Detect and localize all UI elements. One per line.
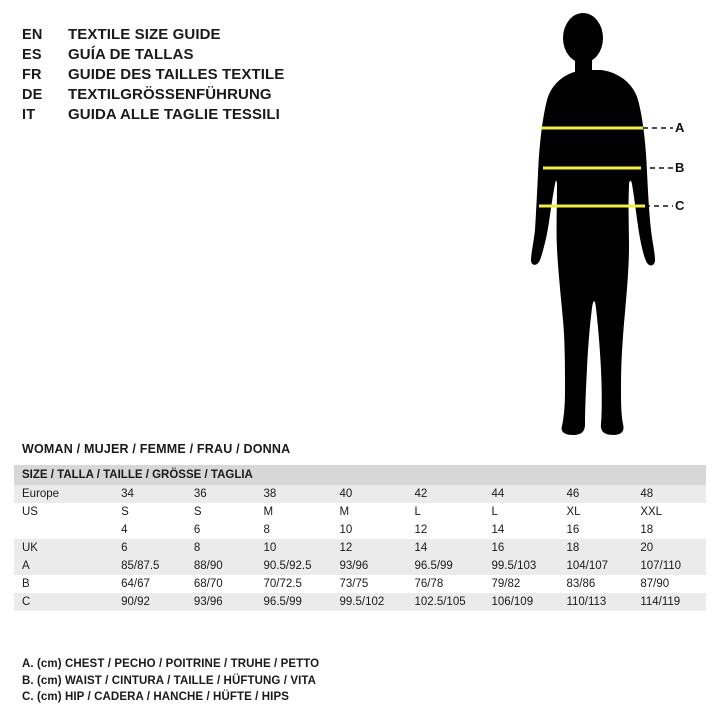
row-label-b: B (14, 575, 113, 593)
measurement-notes (22, 656, 319, 706)
cell: 18 (558, 539, 632, 557)
table-row (14, 485, 706, 503)
language-code-fr: FR (22, 67, 42, 83)
cell: 8 (186, 539, 256, 557)
cell: 16 (558, 521, 632, 539)
cell: 96.5/99 (256, 593, 332, 611)
marker-label-b: B (675, 160, 685, 175)
table-row (14, 557, 706, 575)
cell: M (332, 503, 407, 521)
cell: 40 (332, 485, 407, 503)
cell: L (406, 503, 483, 521)
cell: 6 (113, 539, 186, 557)
cell: 34 (113, 485, 186, 503)
cell: 46 (558, 485, 632, 503)
table-row (14, 575, 706, 593)
cell: 90/92 (113, 593, 186, 611)
size-table-header-cell: SIZE / TALLA / TAILLE / GRÖSSE / TAGLIA (14, 465, 706, 485)
cell: XXL (632, 503, 706, 521)
row-label-europe: Europe (14, 485, 113, 503)
cell: 18 (632, 521, 706, 539)
table-row (14, 593, 706, 611)
cell: 73/75 (332, 575, 407, 593)
cell: 99.5/103 (484, 557, 559, 575)
language-code-es: ES (22, 47, 42, 63)
cell: 93/96 (332, 557, 407, 575)
row-label-uk: UK (14, 539, 113, 557)
marker-label-c: C (675, 198, 685, 213)
cell: 102.5/105 (406, 593, 483, 611)
cell: 6 (186, 521, 256, 539)
cell: 87/90 (632, 575, 706, 593)
cell: 48 (632, 485, 706, 503)
table-row (14, 503, 706, 521)
note-chest: A. (cm) CHEST / PECHO / POITRINE / TRUHE / PETTO (22, 658, 320, 670)
cell: 64/67 (113, 575, 186, 593)
language-code-it: IT (22, 107, 36, 123)
cell: 44 (484, 485, 559, 503)
cell: 14 (406, 539, 483, 557)
cell: 36 (186, 485, 256, 503)
language-code-de: DE (22, 87, 43, 103)
cell: 38 (256, 485, 332, 503)
row-label-c: C (14, 593, 113, 611)
cell: 42 (406, 485, 483, 503)
row-label-us: US (14, 503, 113, 521)
note-hip: C. (cm) HIP / CADERA / HANCHE / HÜFTE / HIPS (22, 691, 290, 703)
cell: XL (558, 503, 632, 521)
cell: 76/78 (406, 575, 483, 593)
title-text-fr: GUIDE DES TAILLES TEXTILE (68, 66, 285, 83)
title-text-it: GUIDA ALLE TAGLIE TESSILI (68, 106, 280, 123)
title-row-de (22, 86, 502, 103)
cell: L (484, 503, 559, 521)
body-figure (495, 8, 715, 438)
title-row-en (22, 26, 502, 43)
cell: S (113, 503, 186, 521)
cell: S (186, 503, 256, 521)
cell: 4 (113, 521, 186, 539)
title-row-es (22, 46, 502, 63)
cell: 68/70 (186, 575, 256, 593)
row-label-a: A (14, 557, 113, 575)
cell: 12 (406, 521, 483, 539)
cell: 83/86 (558, 575, 632, 593)
table-row (14, 521, 706, 539)
female-silhouette-icon (495, 8, 715, 438)
cell: 79/82 (484, 575, 559, 593)
title-row-fr (22, 66, 502, 83)
cell: 88/90 (186, 557, 256, 575)
cell: 96.5/99 (406, 557, 483, 575)
title-block (22, 26, 502, 126)
cell: 14 (484, 521, 559, 539)
section-label-woman: WOMAN / MUJER / FEMME / FRAU / DONNA (22, 442, 291, 456)
cell: 93/96 (186, 593, 256, 611)
title-text-es: GUÍA DE TALLAS (68, 46, 194, 63)
title-text-de: TEXTILGRÖSSENFÜHRUNG (68, 86, 272, 103)
note-waist: B. (cm) WAIST / CINTURA / TAILLE / HÜFTUNG / VITA (22, 674, 317, 687)
size-table-header-row (14, 465, 706, 485)
cell: 12 (332, 539, 407, 557)
cell: M (256, 503, 332, 521)
language-code-en: EN (22, 27, 43, 43)
size-table-head (14, 465, 706, 485)
cell: 70/72.5 (256, 575, 332, 593)
cell: 106/109 (484, 593, 559, 611)
size-table-body (14, 485, 706, 611)
marker-label-a: A (675, 120, 685, 135)
cell: 107/110 (632, 557, 706, 575)
cell: 10 (256, 539, 332, 557)
cell: 110/113 (558, 593, 632, 611)
table-row (14, 539, 706, 557)
cell: 114/119 (632, 593, 706, 611)
title-text-en: TEXTILE SIZE GUIDE (68, 26, 221, 43)
row-label-us-numeric (14, 521, 113, 539)
cell: 99.5/102 (332, 593, 407, 611)
cell: 20 (632, 539, 706, 557)
cell: 85/87.5 (113, 557, 186, 575)
cell: 16 (484, 539, 559, 557)
size-table (14, 465, 706, 611)
cell: 10 (332, 521, 407, 539)
cell: 90.5/92.5 (256, 557, 332, 575)
cell: 104/107 (558, 557, 632, 575)
title-row-it (22, 106, 502, 123)
cell: 8 (256, 521, 332, 539)
